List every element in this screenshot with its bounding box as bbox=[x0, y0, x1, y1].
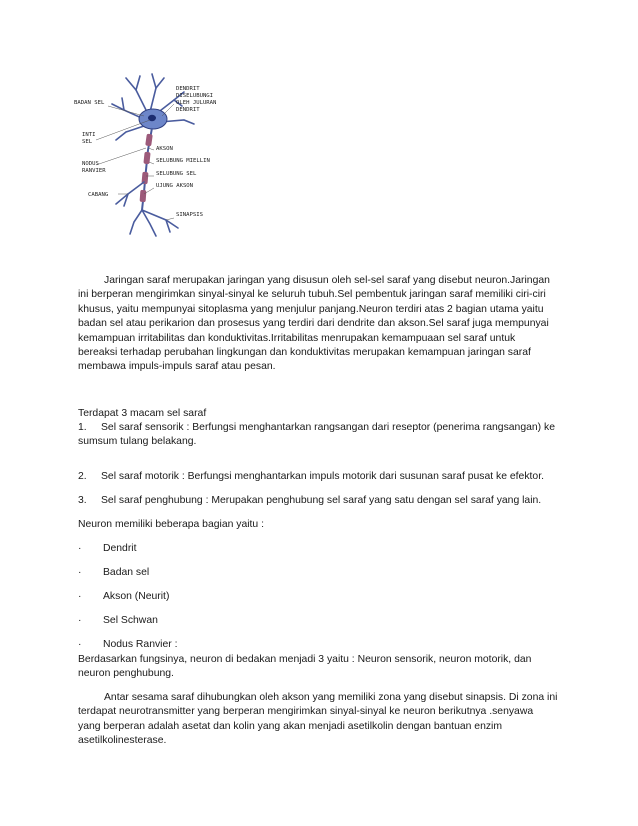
intro-line: kemampuan irritabilitas dan konduktivitas.Irritabilitas menrupakan kemampuaan sel saraf untuk bbox=[78, 332, 516, 344]
bullet: · bbox=[78, 639, 82, 651]
type-text: Sel saraf motorik : Berfungsi menghantarkan impuls motorik dari susunan saraf pusat ke efektor. bbox=[101, 471, 544, 483]
synapse-paragraph bbox=[78, 691, 564, 749]
label-nodus: NODUS bbox=[82, 161, 99, 167]
synapse-line: yang berperan adalah asetat dan kolin yang akan menjadi asetilkolin dengan bantuan enzim bbox=[78, 720, 503, 732]
types-heading: Terdapat 3 macam sel saraf bbox=[78, 408, 207, 420]
label-sel: SEL bbox=[82, 139, 93, 145]
type-number: 3. bbox=[78, 495, 87, 507]
type-item-3 bbox=[78, 494, 564, 508]
part-item bbox=[78, 590, 564, 604]
intro-paragraph bbox=[78, 274, 564, 375]
function-paragraph bbox=[78, 653, 564, 682]
synapse-line: Antar sesama saraf dihubungkan oleh akson yang memiliki zona yang disebut sinapsis. Di zona ini bbox=[104, 692, 558, 703]
label-diselubungi: DISELUBUNGI bbox=[176, 93, 214, 99]
parts-heading: Neuron memiliki beberapa bagian yaitu : bbox=[78, 519, 264, 531]
label-dendrit: DENDRIT bbox=[176, 86, 200, 92]
label-akson: AKSON bbox=[156, 146, 173, 152]
neuron-diagram bbox=[66, 70, 236, 255]
synapse-line: terdapat neurotransmitter yang berperan mengirimkan sinyal-sinyal ke neuron berikutnya .senyawa bbox=[78, 706, 534, 718]
label-ujung-akson: UJUNG AKSON bbox=[156, 183, 194, 189]
intro-line: badan sel atau perikarion dan prosesus yang terdiri dari dendrite dan akson.Sel saraf juga mempunyai bbox=[78, 318, 549, 330]
part-label: Sel Schwan bbox=[103, 615, 158, 627]
neuron-illustration bbox=[66, 70, 236, 255]
label-cabang: CABANG bbox=[88, 192, 109, 198]
bullet: · bbox=[78, 543, 82, 555]
type-item-1 bbox=[78, 421, 564, 450]
function-line: neuron penghubung. bbox=[78, 668, 174, 680]
bullet: · bbox=[78, 615, 82, 627]
part-label: Nodus Ranvier : bbox=[103, 639, 178, 651]
axon bbox=[140, 128, 153, 210]
type-text: Sel saraf penghubung : Merupakan penghubung sel saraf yang satu dengan sel saraf yang lain. bbox=[101, 495, 542, 507]
label-dendrit-2: DENDRIT bbox=[176, 107, 200, 113]
intro-line: ini berperan mengirimkan sinyal-sinyal ke seluruh tubuh.Sel pembentuk jaringan saraf memiliki ciri-ciri bbox=[78, 289, 546, 301]
part-label: Dendrit bbox=[103, 543, 137, 555]
intro-line: membawa impuls-impuls saraf atau pesan. bbox=[78, 361, 276, 373]
type-number: 2. bbox=[78, 471, 87, 483]
type-text-cont: sumsum tulang belakang. bbox=[78, 436, 197, 448]
label-ranvier: RANVIER bbox=[82, 168, 106, 174]
intro-line: bereaksi terhadap perubahan lingkungan dan konduktivitas merupakan kemampuan jaringan saraf bbox=[78, 347, 531, 359]
part-item bbox=[78, 638, 564, 652]
part-item bbox=[78, 614, 564, 628]
part-label: Akson (Neurit) bbox=[103, 591, 170, 603]
bullet: · bbox=[78, 591, 82, 603]
axon-terminals bbox=[116, 182, 178, 236]
function-line: Berdasarkan fungsinya, neuron di bedakan menjadi 3 yaitu : Neuron sensorik, neuron motorik, dan bbox=[78, 654, 532, 665]
part-label: Badan sel bbox=[103, 567, 150, 579]
synapse-line: asetilkolinesterase. bbox=[78, 735, 167, 747]
label-selubung-miellin: SELUBUNG MIELLIN bbox=[156, 158, 210, 164]
type-number: 1. bbox=[78, 422, 87, 433]
label-sinapsis: SINAPSIS bbox=[176, 212, 203, 218]
part-item bbox=[78, 566, 564, 580]
intro-line: khusus, yaitu mempunyai sitoplasma yang menjulur panjang.Neuron terdiri atas 2 bagian utama yaitu bbox=[78, 303, 544, 315]
label-oleh-juluran: OLEH JULURAN bbox=[176, 100, 217, 106]
label-selubung-sel: SELUBUNG SEL bbox=[156, 171, 197, 177]
label-inti: INTI bbox=[82, 132, 96, 138]
intro-line: Jaringan saraf merupakan jaringan yang disusun oleh sel-sel saraf yang disebut neuron.Jaringan bbox=[104, 275, 550, 286]
label-badan-sel: BADAN SEL bbox=[74, 100, 105, 106]
type-text: Sel saraf sensorik : Berfungsi menghantarkan rangsangan dari reseptor (penerima rangsangan) ke bbox=[101, 422, 555, 433]
part-item bbox=[78, 542, 564, 556]
bullet: · bbox=[78, 567, 82, 579]
type-item-2 bbox=[78, 470, 564, 484]
